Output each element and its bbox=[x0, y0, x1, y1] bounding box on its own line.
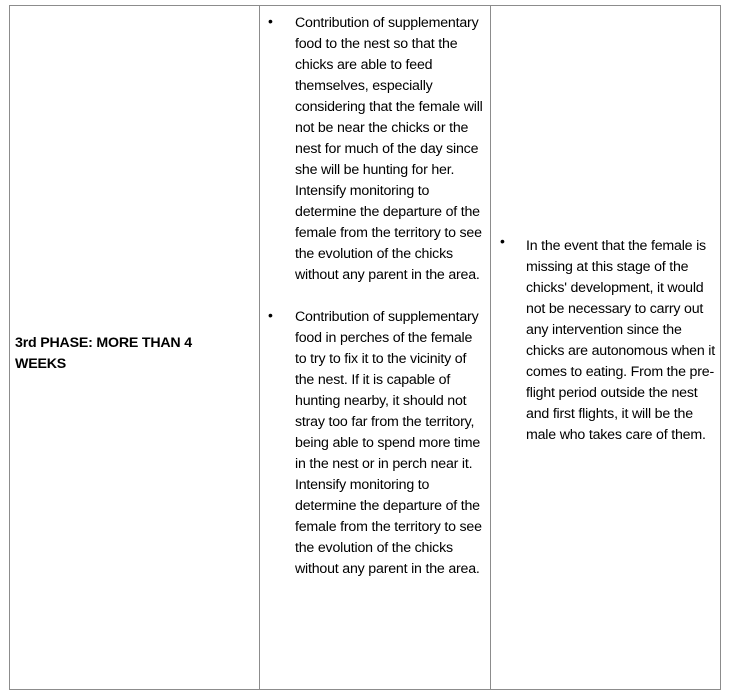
measures-list bbox=[260, 6, 490, 580]
measure-item bbox=[260, 13, 485, 286]
phase-cell bbox=[10, 6, 260, 689]
contingency-cell bbox=[491, 6, 720, 689]
measure-text: Contribution of supplementary food in perches of the female to try to fix it to the vicinity of the nest. If it is capable of hunting nearby, it should not stray too far from the territory, being able to spend more time in the nest or in perch near it. Intensify monitoring to determine the departure of the female from the territory to see the evolution of the chicks without any parent in the area. bbox=[295, 309, 482, 577]
contingency-item bbox=[491, 233, 716, 446]
measure-item bbox=[260, 307, 485, 580]
measure-text: Contribution of supplementary food to the nest so that the chicks are able to feed themselves, especially considering that the female will not be near the chicks or the nest for much of the day since she will be hunting for her. Intensify monitoring to determine the departure of the female from the territory to see the evolution of the chicks without any parent in the area. bbox=[295, 15, 483, 283]
bullet-icon: • bbox=[268, 307, 273, 323]
phase-label: 3rd PHASE: MORE THAN 4 WEEKS bbox=[15, 334, 192, 372]
phase-table bbox=[9, 5, 721, 690]
measures-cell bbox=[260, 6, 491, 689]
bullet-icon: • bbox=[268, 13, 273, 29]
bullet-icon: • bbox=[500, 233, 505, 249]
contingency-list bbox=[491, 233, 716, 446]
contingency-text: In the event that the female is missing at this stage of the chicks' development, it would not be necessary to carry out any intervention since the chicks are autonomous when it comes to eating. From the pre-flight period outside the nest and first flights, it will be the male who takes care of them. bbox=[526, 238, 715, 443]
